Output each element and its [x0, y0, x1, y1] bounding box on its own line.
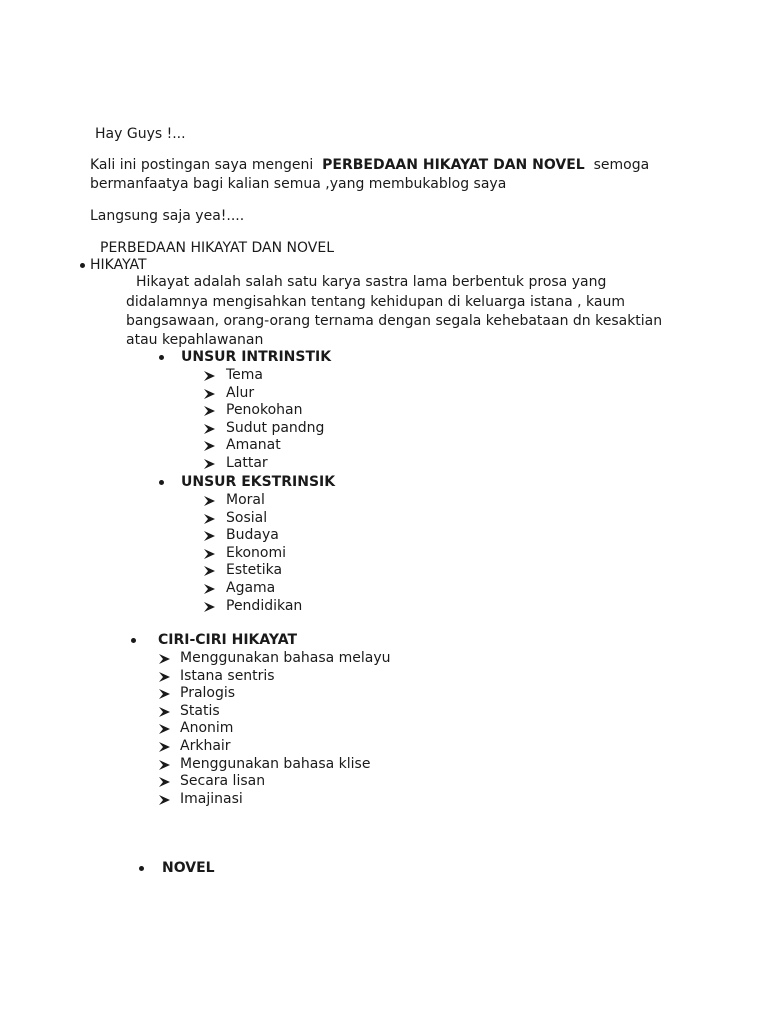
arrow-bullet-icon	[203, 548, 217, 560]
arrow-bullet-icon	[158, 671, 172, 683]
list-item: Tema	[226, 367, 264, 383]
list-item: Pralogis	[180, 685, 236, 702]
list-item: Pendidikan	[226, 597, 303, 614]
intro-before: Kali ini postingan saya mengeni	[90, 157, 314, 173]
hikayat-definition-line-3: bangsawaan, orang-orang ternama dengan segala kehebataan dn kesaktian	[126, 313, 663, 329]
arrow-bullet-icon	[203, 583, 217, 595]
arrow-bullet-icon	[203, 513, 217, 525]
arrow-bullet-icon	[203, 388, 217, 400]
list-item: Statis	[180, 702, 220, 719]
list-item: Istana sentris	[180, 667, 275, 684]
arrow-bullet-icon	[158, 653, 172, 665]
arrow-bullet-icon	[158, 776, 172, 788]
bullet-icon	[80, 263, 85, 268]
arrow-bullet-icon	[158, 794, 172, 806]
list-item: Alur	[226, 384, 255, 401]
bullet-icon	[159, 355, 164, 360]
langsung-text: Langsung saja yea!....	[90, 208, 245, 224]
list-item: Estetika	[226, 562, 283, 579]
arrow-bullet-icon	[158, 706, 172, 718]
list-item: Anonim	[180, 720, 234, 737]
arrow-bullet-icon	[158, 759, 172, 771]
list-item: Moral	[226, 492, 265, 508]
arrow-bullet-icon	[203, 405, 217, 417]
list-item: Menggunakan bahasa klise	[180, 755, 371, 772]
hikayat-label: HIKAYAT	[90, 257, 147, 273]
arrow-bullet-icon	[203, 370, 217, 382]
arrow-bullet-icon	[203, 565, 217, 577]
arrow-bullet-icon	[203, 458, 217, 470]
list-item: Sudut pandng	[226, 419, 325, 436]
arrow-bullet-icon	[158, 741, 172, 753]
ciri-label: CIRI-CIRI HIKAYAT	[158, 632, 297, 648]
novel-label: NOVEL	[162, 860, 215, 876]
list-item: Secara lisan	[180, 773, 266, 790]
list-item: Penokohan	[226, 402, 303, 419]
list-item: Agama	[226, 580, 276, 596]
bullet-icon	[131, 638, 136, 643]
section-heading: PERBEDAAN HIKAYAT DAN NOVEL	[100, 240, 335, 256]
ekstrinsik-label: UNSUR EKSTRINSIK	[181, 474, 336, 490]
list-item: Sosial	[226, 509, 268, 526]
arrow-bullet-icon	[203, 601, 217, 613]
list-item: Lattar	[226, 455, 268, 471]
list-item: Menggunakan bahasa melayu	[180, 650, 391, 666]
arrow-bullet-icon	[203, 495, 217, 507]
bullet-icon	[139, 866, 144, 871]
hikayat-definition-line-2: didalamnya mengisahkan tentang kehidupan di keluarga istana , kaum	[126, 294, 625, 310]
arrow-bullet-icon	[158, 723, 172, 735]
arrow-bullet-icon	[158, 688, 172, 700]
list-item: Amanat	[226, 437, 281, 454]
intro-after: semoga	[593, 157, 650, 173]
hikayat-definition-line-4: atau kepahlawanan	[126, 332, 264, 348]
intro-line-2: bermanfaatya bagi kalian semua ,yang membukablog saya	[90, 176, 507, 192]
list-item: Arkhair	[180, 738, 231, 754]
arrow-bullet-icon	[203, 440, 217, 452]
bullet-icon	[159, 480, 164, 485]
intro-line-1	[90, 156, 649, 174]
list-item: Imajinasi	[180, 790, 243, 807]
hikayat-definition-line-1: Hikayat adalah salah satu karya sastra lama berbentuk prosa yang	[136, 274, 607, 290]
list-item: Ekonomi	[226, 544, 286, 561]
greeting: Hay Guys !...	[95, 126, 186, 142]
arrow-bullet-icon	[203, 423, 217, 435]
intrinsik-label: UNSUR INTRINSTIK	[181, 349, 332, 365]
list-item: Budaya	[226, 527, 279, 544]
intro-bold-title: PERBEDAAN HIKAYAT DAN NOVEL	[322, 157, 585, 173]
arrow-bullet-icon	[203, 530, 217, 542]
